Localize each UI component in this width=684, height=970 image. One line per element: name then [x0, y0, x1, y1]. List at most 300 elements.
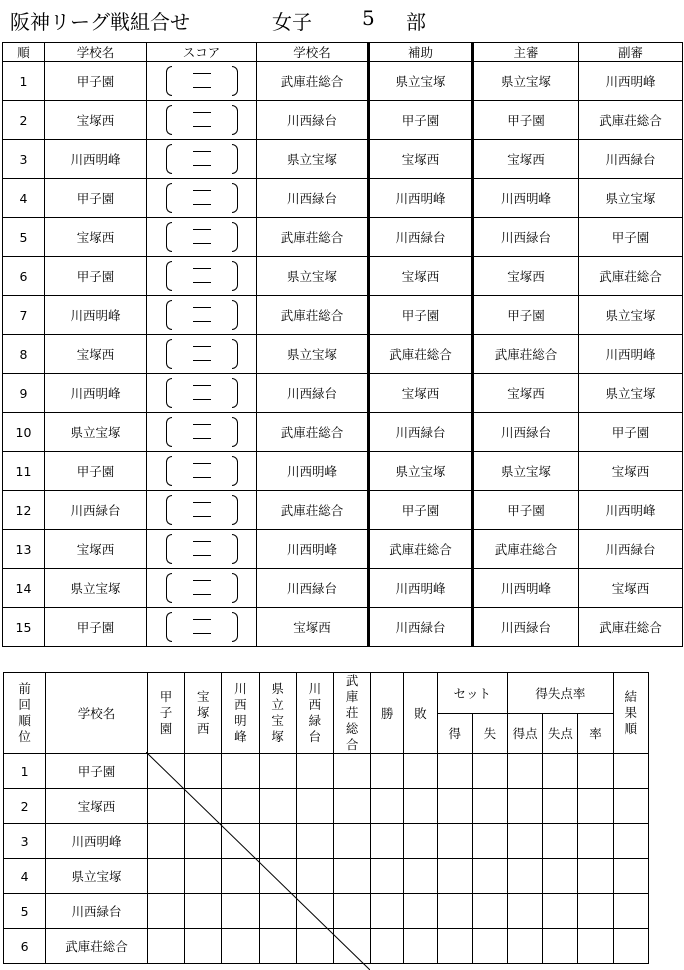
right-bracket	[232, 495, 238, 525]
table-row	[3, 179, 683, 218]
sub-referee-school: 宝塚西	[579, 452, 683, 491]
schedule-body	[3, 62, 683, 647]
result-cell[interactable]	[508, 929, 543, 964]
score-brackets[interactable]	[166, 65, 238, 97]
schedule-table	[2, 42, 683, 647]
team-b-name: 県立宝塚	[257, 257, 369, 296]
score-brackets[interactable]	[166, 455, 238, 487]
score-brackets[interactable]	[166, 221, 238, 253]
score-dash-top	[193, 424, 211, 425]
result-cell[interactable]	[185, 859, 222, 894]
header-opp-3: 川西明峰	[222, 673, 259, 754]
result-cell[interactable]	[222, 894, 259, 929]
chief-referee-school: 県立宝塚	[473, 452, 579, 491]
table-row	[4, 929, 649, 964]
table-row	[3, 62, 683, 101]
table-row	[3, 257, 683, 296]
team-b-name: 川西緑台	[257, 569, 369, 608]
team-a-name: 宝塚西	[45, 530, 147, 569]
team-b-name: 川西緑台	[257, 179, 369, 218]
result-cell[interactable]	[578, 789, 613, 824]
result-cell[interactable]	[508, 894, 543, 929]
team-b-name: 武庫荘総合	[257, 491, 369, 530]
right-bracket	[232, 144, 238, 174]
score-input[interactable]	[147, 296, 257, 335]
header-score: スコア	[147, 43, 257, 62]
score-input[interactable]	[147, 569, 257, 608]
left-bracket	[166, 144, 172, 174]
result-cell[interactable]	[437, 859, 472, 894]
left-bracket	[166, 222, 172, 252]
score-input[interactable]	[147, 101, 257, 140]
school-name-cell: 川西明峰	[46, 824, 148, 859]
table-row	[3, 413, 683, 452]
header-opp-6: 武庫荘総合	[333, 673, 370, 754]
result-cell[interactable]	[437, 929, 472, 964]
result-cell[interactable]	[222, 789, 259, 824]
result-cell[interactable]	[371, 789, 404, 824]
table-row	[4, 789, 649, 824]
prev-rank-cell: 2	[4, 789, 46, 824]
result-cell[interactable]	[147, 929, 184, 964]
assist-school: 川西明峰	[369, 179, 473, 218]
table-row	[3, 491, 683, 530]
result-cell[interactable]	[185, 824, 222, 859]
result-cell[interactable]	[185, 929, 222, 964]
assist-school: 宝塚西	[369, 140, 473, 179]
header-school-a: 学校名	[45, 43, 147, 62]
score-input[interactable]	[147, 257, 257, 296]
result-cell[interactable]	[543, 824, 578, 859]
header-points-against: 失点	[543, 713, 578, 754]
result-cell[interactable]	[472, 894, 507, 929]
result-cell[interactable]	[613, 894, 648, 929]
score-dash-bottom	[193, 87, 211, 88]
result-cell[interactable]	[578, 929, 613, 964]
table-row	[3, 335, 683, 374]
chief-referee-school: 県立宝塚	[473, 62, 579, 101]
score-brackets[interactable]	[166, 182, 238, 214]
result-cell[interactable]	[578, 859, 613, 894]
right-bracket	[232, 339, 238, 369]
right-bracket	[232, 534, 238, 564]
right-bracket	[232, 417, 238, 447]
chief-referee-school: 川西緑台	[473, 608, 579, 647]
sub-referee-school: 川西緑台	[579, 140, 683, 179]
right-bracket	[232, 300, 238, 330]
sub-referee-school: 甲子園	[579, 218, 683, 257]
sub-referee-school: 川西緑台	[579, 530, 683, 569]
score-input[interactable]	[147, 491, 257, 530]
score-brackets[interactable]	[166, 104, 238, 136]
assist-school: 武庫荘総合	[369, 335, 473, 374]
score-dash-top	[193, 151, 211, 152]
result-cell[interactable]	[543, 929, 578, 964]
match-number: 13	[3, 530, 45, 569]
result-cell[interactable]	[578, 754, 613, 789]
sub-referee-school: 武庫荘総合	[579, 257, 683, 296]
score-dash-bottom	[193, 126, 211, 127]
right-bracket	[232, 261, 238, 291]
result-cell[interactable]	[185, 789, 222, 824]
score-input[interactable]	[147, 218, 257, 257]
score-dash-top	[193, 229, 211, 230]
team-a-name: 宝塚西	[45, 335, 147, 374]
match-number: 4	[3, 179, 45, 218]
header-ratio: 得失点率	[508, 673, 614, 714]
score-dash-bottom	[193, 282, 211, 283]
left-bracket	[166, 495, 172, 525]
match-number: 12	[3, 491, 45, 530]
assist-school: 川西緑台	[369, 218, 473, 257]
left-bracket	[166, 534, 172, 564]
right-bracket	[232, 66, 238, 96]
assist-school: 武庫荘総合	[369, 530, 473, 569]
score-dash-bottom	[193, 594, 211, 595]
prev-rank-cell: 5	[4, 894, 46, 929]
chief-referee-school: 宝塚西	[473, 374, 579, 413]
header-rate: 率	[578, 713, 613, 754]
score-dash-bottom	[193, 165, 211, 166]
team-a-name: 川西緑台	[45, 491, 147, 530]
score-dash-top	[193, 463, 211, 464]
assist-school: 県立宝塚	[369, 62, 473, 101]
left-bracket	[166, 105, 172, 135]
result-cell[interactable]	[437, 789, 472, 824]
result-cell[interactable]	[147, 789, 184, 824]
score-dash-top	[193, 502, 211, 503]
score-dash-top	[193, 190, 211, 191]
header-opp-1: 甲子園	[147, 673, 184, 754]
header-school-b: 学校名	[257, 43, 369, 62]
team-b-name: 武庫荘総合	[257, 296, 369, 335]
result-cell[interactable]	[371, 859, 404, 894]
result-cell[interactable]	[508, 789, 543, 824]
left-bracket	[166, 573, 172, 603]
assist-school: 宝塚西	[369, 374, 473, 413]
result-cell[interactable]	[222, 929, 259, 964]
result-cell[interactable]	[508, 859, 543, 894]
result-cell[interactable]	[613, 789, 648, 824]
score-brackets[interactable]	[166, 416, 238, 448]
result-cell[interactable]	[578, 894, 613, 929]
team-b-name: 県立宝塚	[257, 335, 369, 374]
score-dash-top	[193, 346, 211, 347]
score-dash-top	[193, 112, 211, 113]
score-brackets[interactable]	[166, 377, 238, 409]
chief-referee-school: 川西明峰	[473, 569, 579, 608]
table-row	[3, 218, 683, 257]
title-unit: 部	[406, 10, 426, 34]
score-brackets[interactable]	[166, 572, 238, 604]
result-cell[interactable]	[404, 859, 437, 894]
chief-referee-school: 川西緑台	[473, 413, 579, 452]
result-cell[interactable]	[578, 824, 613, 859]
team-a-name: 宝塚西	[45, 218, 147, 257]
left-bracket	[166, 300, 172, 330]
result-cell[interactable]	[185, 894, 222, 929]
score-brackets[interactable]	[166, 260, 238, 292]
table-row	[3, 569, 683, 608]
table-row	[4, 859, 649, 894]
result-cell[interactable]	[222, 824, 259, 859]
sub-referee-school: 武庫荘総合	[579, 608, 683, 647]
sub-referee-school: 県立宝塚	[579, 374, 683, 413]
result-cell[interactable]	[333, 929, 370, 964]
right-bracket	[232, 378, 238, 408]
result-cell[interactable]	[371, 894, 404, 929]
standings-header-row	[4, 673, 649, 714]
match-number: 8	[3, 335, 45, 374]
result-cell[interactable]	[543, 754, 578, 789]
result-cell[interactable]	[222, 859, 259, 894]
score-dash-bottom	[193, 555, 211, 556]
score-dash-bottom	[193, 399, 211, 400]
team-a-name: 県立宝塚	[45, 413, 147, 452]
score-dash-top	[193, 268, 211, 269]
result-cell[interactable]	[371, 754, 404, 789]
right-bracket	[232, 183, 238, 213]
assist-school: 甲子園	[369, 101, 473, 140]
result-cell[interactable]	[333, 824, 370, 859]
assist-school: 甲子園	[369, 296, 473, 335]
table-row	[4, 824, 649, 859]
result-cell[interactable]	[404, 929, 437, 964]
chief-referee-school: 宝塚西	[473, 140, 579, 179]
table-row	[3, 140, 683, 179]
match-number: 2	[3, 101, 45, 140]
header-school: 学校名	[46, 673, 148, 754]
school-name-cell: 甲子園	[46, 754, 148, 789]
assist-school: 宝塚西	[369, 257, 473, 296]
result-cell[interactable]	[333, 754, 370, 789]
result-cell[interactable]	[543, 894, 578, 929]
result-cell[interactable]	[613, 929, 648, 964]
chief-referee-school: 甲子園	[473, 296, 579, 335]
result-cell[interactable]	[259, 859, 296, 894]
team-a-name: 宝塚西	[45, 101, 147, 140]
match-number: 15	[3, 608, 45, 647]
match-number: 1	[3, 62, 45, 101]
result-cell[interactable]	[222, 754, 259, 789]
result-cell[interactable]	[333, 859, 370, 894]
result-cell[interactable]	[543, 789, 578, 824]
result-cell[interactable]	[147, 859, 184, 894]
result-cell[interactable]	[437, 754, 472, 789]
header-opp-2: 宝塚西	[185, 673, 222, 754]
score-input[interactable]	[147, 374, 257, 413]
result-cell[interactable]	[404, 789, 437, 824]
result-cell[interactable]	[147, 754, 184, 789]
table-row	[3, 530, 683, 569]
score-dash-top	[193, 580, 211, 581]
score-brackets[interactable]	[166, 299, 238, 331]
result-cell[interactable]	[472, 859, 507, 894]
result-cell[interactable]	[259, 929, 296, 964]
result-cell[interactable]	[613, 859, 648, 894]
left-bracket	[166, 261, 172, 291]
score-input[interactable]	[147, 452, 257, 491]
header-result: 結果順	[613, 673, 648, 754]
left-bracket	[166, 417, 172, 447]
result-cell[interactable]	[296, 859, 333, 894]
schedule-header-row	[3, 43, 683, 62]
right-bracket	[232, 456, 238, 486]
left-bracket	[166, 378, 172, 408]
score-dash-top	[193, 541, 211, 542]
score-input[interactable]	[147, 335, 257, 374]
team-a-name: 甲子園	[45, 257, 147, 296]
left-bracket	[166, 456, 172, 486]
result-cell[interactable]	[296, 824, 333, 859]
result-cell[interactable]	[404, 824, 437, 859]
title-main: 阪神リーグ戦組合せ	[10, 10, 190, 34]
result-cell[interactable]	[333, 894, 370, 929]
team-a-name: 川西明峰	[45, 140, 147, 179]
chief-referee-school: 川西緑台	[473, 218, 579, 257]
match-number: 14	[3, 569, 45, 608]
result-cell[interactable]	[472, 789, 507, 824]
assist-school: 県立宝塚	[369, 452, 473, 491]
result-cell[interactable]	[371, 824, 404, 859]
prev-rank-cell: 3	[4, 824, 46, 859]
school-name-cell: 宝塚西	[46, 789, 148, 824]
chief-referee-school: 宝塚西	[473, 257, 579, 296]
score-brackets[interactable]	[166, 494, 238, 526]
title-division: 女子	[272, 10, 312, 34]
table-row	[4, 894, 649, 929]
team-b-name: 武庫荘総合	[257, 218, 369, 257]
sub-referee-school: 川西明峰	[579, 62, 683, 101]
chief-referee-school: 武庫荘総合	[473, 530, 579, 569]
result-cell[interactable]	[472, 754, 507, 789]
team-b-name: 武庫荘総合	[257, 413, 369, 452]
result-cell[interactable]	[296, 894, 333, 929]
school-name-cell: 川西緑台	[46, 894, 148, 929]
right-bracket	[232, 222, 238, 252]
left-bracket	[166, 183, 172, 213]
score-dash-bottom	[193, 516, 211, 517]
standings-table	[3, 672, 649, 964]
result-cell[interactable]	[543, 859, 578, 894]
header-chief-referee: 主審	[473, 43, 579, 62]
result-cell[interactable]	[472, 824, 507, 859]
result-cell[interactable]	[147, 894, 184, 929]
result-cell[interactable]	[296, 929, 333, 964]
table-row	[3, 608, 683, 647]
right-bracket	[232, 612, 238, 642]
result-cell[interactable]	[613, 754, 648, 789]
score-dash-bottom	[193, 477, 211, 478]
assist-school: 川西緑台	[369, 608, 473, 647]
assist-school: 川西緑台	[369, 413, 473, 452]
result-cell[interactable]	[296, 754, 333, 789]
score-input[interactable]	[147, 608, 257, 647]
match-number: 6	[3, 257, 45, 296]
score-input[interactable]	[147, 179, 257, 218]
score-brackets[interactable]	[166, 143, 238, 175]
result-cell[interactable]	[259, 789, 296, 824]
sub-referee-school: 宝塚西	[579, 569, 683, 608]
school-name-cell: 県立宝塚	[46, 859, 148, 894]
sub-referee-school: 川西明峰	[579, 491, 683, 530]
result-cell[interactable]	[333, 789, 370, 824]
result-cell[interactable]	[508, 824, 543, 859]
table-row	[4, 754, 649, 789]
right-bracket	[232, 573, 238, 603]
score-brackets[interactable]	[166, 611, 238, 643]
match-number: 3	[3, 140, 45, 179]
team-a-name: 甲子園	[45, 62, 147, 101]
table-row	[3, 296, 683, 335]
result-cell[interactable]	[404, 754, 437, 789]
score-dash-bottom	[193, 633, 211, 634]
result-cell[interactable]	[404, 894, 437, 929]
team-a-name: 川西明峰	[45, 296, 147, 335]
result-cell[interactable]	[472, 929, 507, 964]
left-bracket	[166, 66, 172, 96]
score-input[interactable]	[147, 413, 257, 452]
result-cell[interactable]	[259, 754, 296, 789]
result-cell[interactable]	[259, 824, 296, 859]
team-a-name: 川西明峰	[45, 374, 147, 413]
sub-referee-school: 川西明峰	[579, 335, 683, 374]
table-row	[3, 374, 683, 413]
team-b-name: 宝塚西	[257, 608, 369, 647]
result-cell[interactable]	[185, 754, 222, 789]
match-number: 11	[3, 452, 45, 491]
header-order: 順	[3, 43, 45, 62]
header-opp-4: 県立宝塚	[259, 673, 296, 754]
result-cell[interactable]	[147, 824, 184, 859]
result-cell[interactable]	[613, 824, 648, 859]
table-row	[3, 101, 683, 140]
result-cell[interactable]	[296, 789, 333, 824]
score-input[interactable]	[147, 530, 257, 569]
team-b-name: 川西明峰	[257, 530, 369, 569]
header-win: 勝	[371, 673, 404, 754]
score-brackets[interactable]	[166, 338, 238, 370]
prev-rank-cell: 1	[4, 754, 46, 789]
score-dash-bottom	[193, 321, 211, 322]
chief-referee-school: 川西明峰	[473, 179, 579, 218]
prev-rank-cell: 6	[4, 929, 46, 964]
header-prev-rank: 前回順位	[4, 673, 46, 754]
result-cell[interactable]	[371, 929, 404, 964]
team-b-name: 川西緑台	[257, 374, 369, 413]
header-loss: 敗	[404, 673, 437, 754]
table-row	[3, 452, 683, 491]
chief-referee-school: 甲子園	[473, 101, 579, 140]
score-input[interactable]	[147, 62, 257, 101]
score-dash-top	[193, 307, 211, 308]
result-cell[interactable]	[508, 754, 543, 789]
score-dash-bottom	[193, 360, 211, 361]
match-number: 10	[3, 413, 45, 452]
sub-referee-school: 県立宝塚	[579, 296, 683, 335]
score-dash-bottom	[193, 438, 211, 439]
team-b-name: 川西明峰	[257, 452, 369, 491]
result-cell[interactable]	[437, 894, 472, 929]
score-input[interactable]	[147, 140, 257, 179]
header-set: セット	[437, 673, 507, 714]
team-b-name: 川西緑台	[257, 101, 369, 140]
result-cell[interactable]	[259, 894, 296, 929]
result-cell[interactable]	[437, 824, 472, 859]
score-brackets[interactable]	[166, 533, 238, 565]
team-a-name: 県立宝塚	[45, 569, 147, 608]
page-title	[10, 6, 680, 36]
